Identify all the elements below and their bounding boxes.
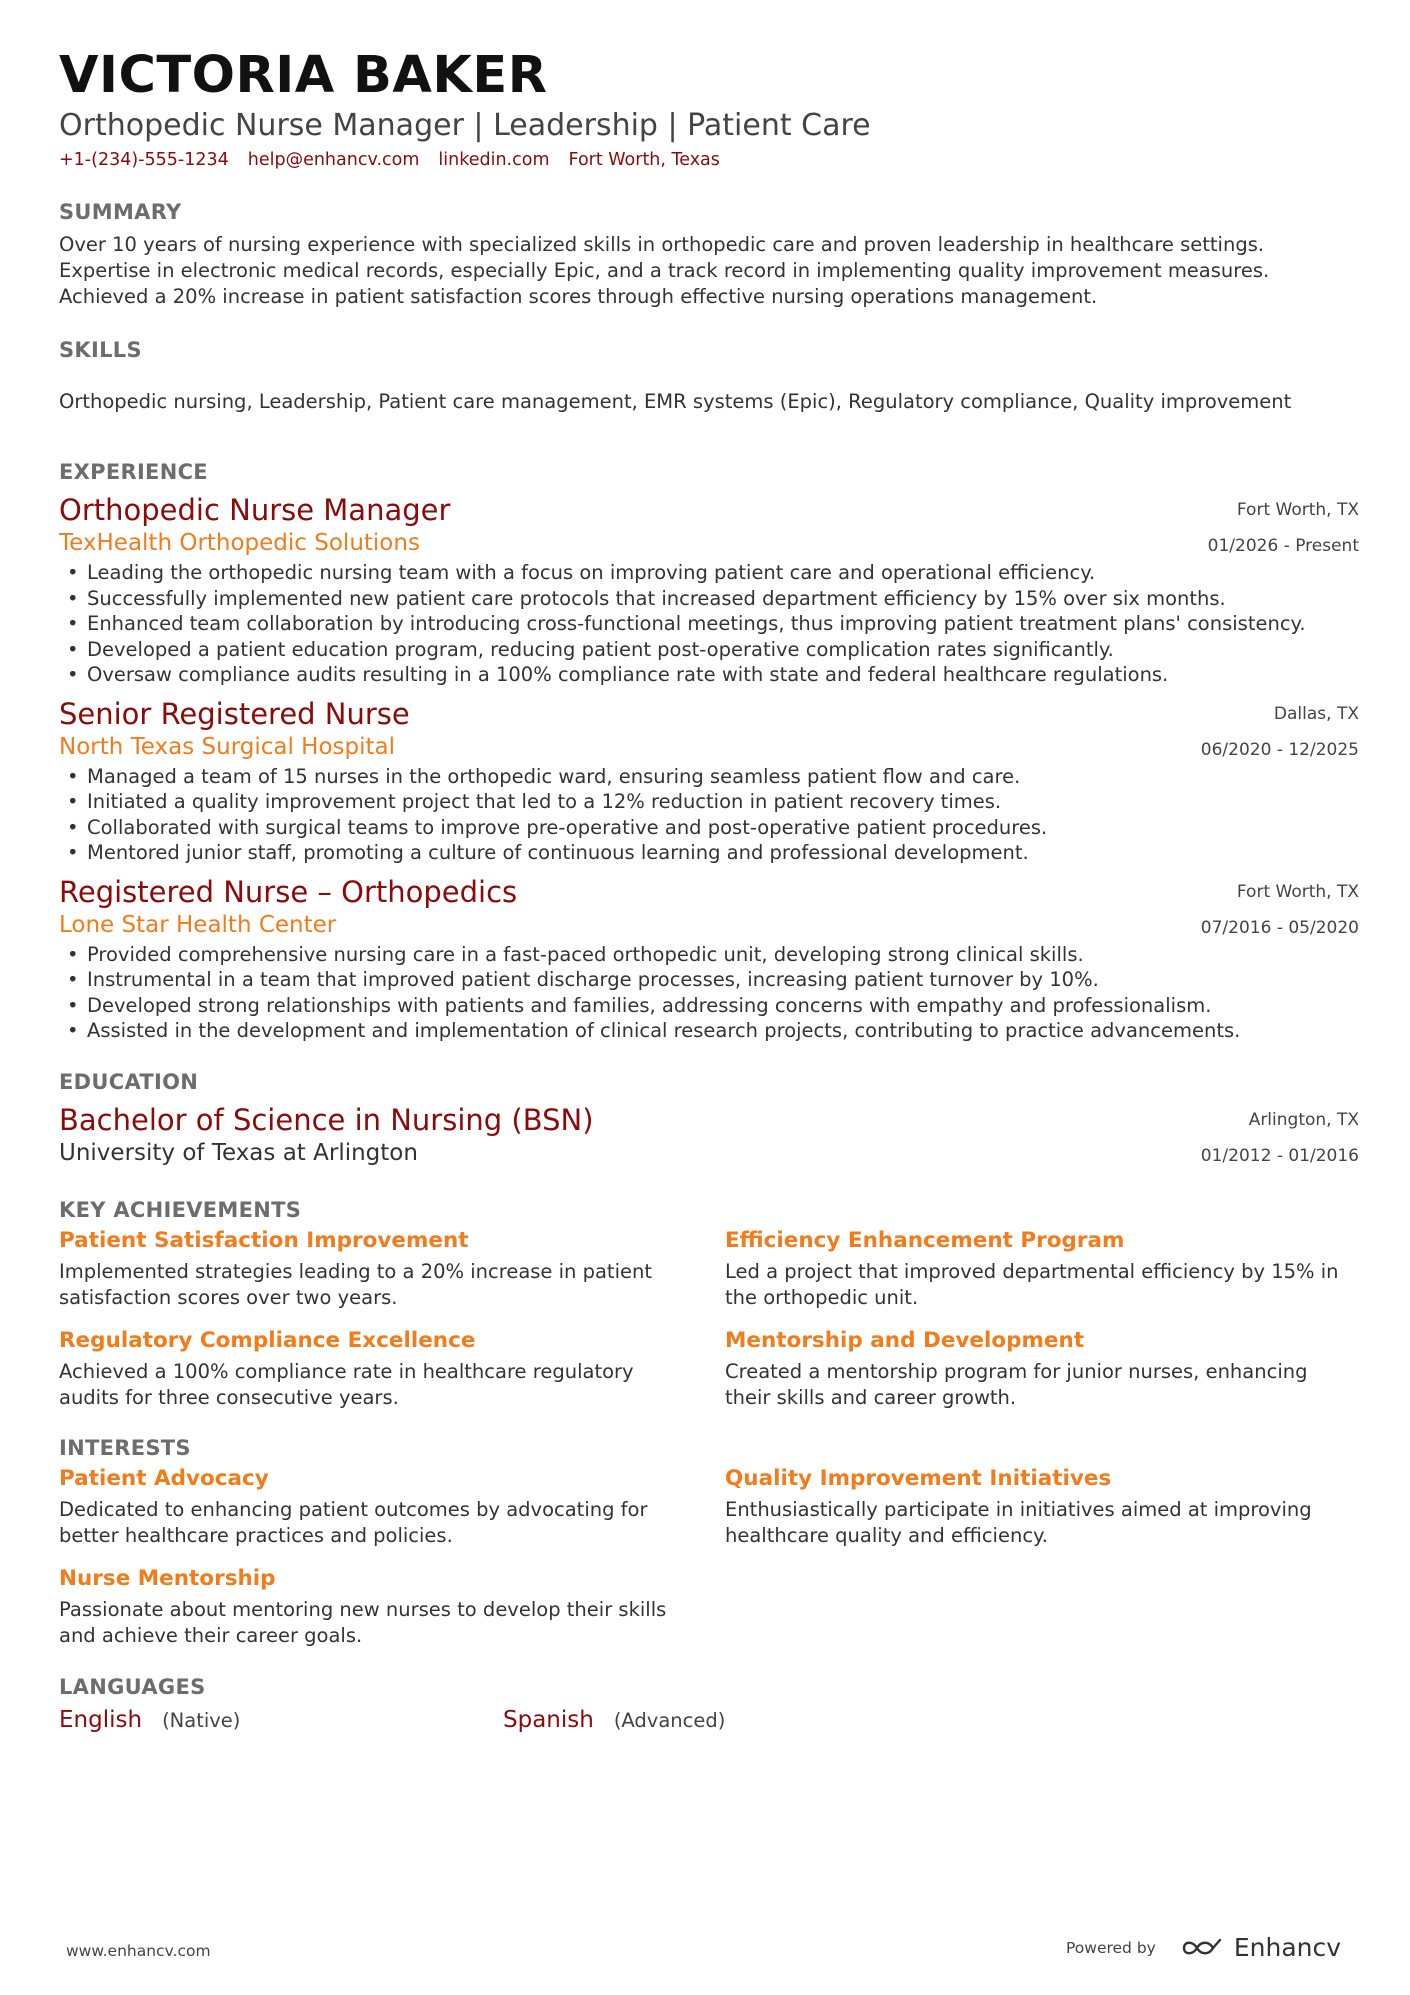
job-title: Senior Registered Nurse <box>59 696 410 731</box>
job-meta <box>1201 874 1359 946</box>
job-meta <box>1208 492 1359 564</box>
education-dates: 01/2012 - 01/2016 <box>1200 1145 1359 1166</box>
language-item <box>503 1707 947 1733</box>
job-company: North Texas Surgical Hospital <box>59 733 396 760</box>
job-location: Dallas, TX <box>1273 703 1359 724</box>
language-name: English <box>59 1706 143 1733</box>
footer-branding[interactable] <box>1066 1933 1341 1962</box>
contact-location: Fort Worth, Texas <box>568 150 720 170</box>
contact-phone[interactable]: +1-(234)-555-1234 <box>59 150 229 170</box>
skills-title: SKILLS <box>59 338 142 362</box>
interests-title: INTERESTS <box>59 1435 191 1460</box>
summary-text: Over 10 years of nursing experience with specialized skills in orthopedic care and proven leadership in healthcare settings. Expertise in electronic medical records, especially Epic, and a track record in implementing quality improvement measures. Achieved a 20% increase in patient satisfaction scores through effective nursing operations management. <box>59 233 1270 308</box>
bullet-item: • Enhanced team collaboration by introducing cross-functional meetings, thus improving patient treatment plans' consistency. <box>59 611 1359 637</box>
job-title: Registered Nurse – Orthopedics <box>59 874 518 909</box>
skills-section <box>59 336 1359 415</box>
bullet-item: • Mentored junior staff, promoting a culture of continuous learning and professional development. <box>59 840 1359 866</box>
bullet-item: • Developed strong relationships with patients and families, addressing concerns with empathy and professionalism. <box>59 993 1359 1019</box>
experience-title: EXPERIENCE <box>59 460 208 484</box>
language-item <box>59 1707 503 1733</box>
job-company: TexHealth Orthopedic Solutions <box>59 530 420 556</box>
school-name: University of Texas at Arlington <box>59 1139 418 1166</box>
achievement-text: Implemented strategies leading to a 20% increase in patient satisfaction scores over two years. <box>59 1259 652 1309</box>
achievement-title: Patient Satisfaction Improvement <box>59 1227 469 1253</box>
job-dates: 06/2020 - 12/2025 <box>1200 739 1359 760</box>
contact-email[interactable]: help@enhancv.com <box>247 150 420 170</box>
job-bullets <box>59 942 1359 1044</box>
job-company: Lone Star Health Center <box>59 911 337 938</box>
interest-item <box>59 1464 725 1549</box>
interest-item <box>59 1564 725 1649</box>
experience-section <box>59 458 1359 1044</box>
job-title: Orthopedic Nurse Manager <box>59 493 451 527</box>
achievement-text: Achieved a 100% compliance rate in healthcare regulatory audits for three consecutive years. <box>59 1359 634 1409</box>
job-meta <box>1201 696 1359 768</box>
achievement-text: Led a project that improved departmental efficiency by 15% in the orthopedic unit. <box>725 1259 1339 1309</box>
job-location: Fort Worth, TX <box>1236 500 1359 520</box>
skills-text: Orthopedic nursing, Leadership, Patient care management, EMR systems (Epic), Regulatory compliance, Quality improvement <box>59 390 1292 413</box>
interest-text: Passionate about mentoring new nurses to develop their skills and achieve their career goals. <box>59 1597 667 1647</box>
brand-logo <box>1180 1933 1341 1962</box>
education-section <box>59 1068 1359 1168</box>
education-meta <box>1201 1102 1359 1174</box>
bullet-item: • Provided comprehensive nursing care in a fast-paced orthopedic unit, developing strong clinical skills. <box>59 942 1359 968</box>
achievements-section <box>59 1196 1359 1426</box>
achievement-item <box>725 1326 1359 1411</box>
interest-text: Enthusiastically participate in initiatives aimed at improving healthcare quality and efficiency. <box>725 1497 1312 1547</box>
job-dates: 07/2016 - 05/2020 <box>1200 917 1359 938</box>
interest-title: Patient Advocacy <box>59 1465 269 1491</box>
language-level: (Advanced) <box>613 1708 726 1732</box>
summary-title: SUMMARY <box>59 200 182 224</box>
resume-header <box>59 46 1359 172</box>
languages-section <box>59 1673 1359 1733</box>
achievements-title: KEY ACHIEVEMENTS <box>59 1197 302 1222</box>
job-entry <box>59 696 1359 866</box>
interest-title: Nurse Mentorship <box>59 1565 276 1591</box>
footer-website[interactable]: www.enhancv.com <box>66 1942 211 1960</box>
job-bullets <box>59 560 1359 688</box>
languages-title: LANGUAGES <box>59 1674 206 1699</box>
language-level: (Native) <box>162 1708 241 1732</box>
education-location: Arlington, TX <box>1248 1109 1359 1130</box>
achievement-item <box>59 1326 725 1411</box>
languages-list <box>59 1707 1359 1733</box>
job-location: Fort Worth, TX <box>1236 881 1359 902</box>
bullet-item: • Successfully implemented new patient care protocols that increased department efficiency by 15% over six months. <box>59 586 1359 612</box>
education-entry <box>59 1102 1359 1168</box>
achievement-text: Created a mentorship program for junior nurses, enhancing their skills and career growth. <box>725 1359 1308 1409</box>
interests-section <box>59 1434 1359 1664</box>
interests-grid <box>59 1464 1359 1664</box>
powered-by-label: Powered by <box>1066 1938 1156 1957</box>
language-name: Spanish <box>503 1706 594 1733</box>
job-bullets <box>59 764 1359 866</box>
contact-line <box>59 148 1359 172</box>
contact-linkedin[interactable]: linkedin.com <box>438 150 550 170</box>
achievement-item <box>59 1226 725 1311</box>
degree-title: Bachelor of Science in Nursing (BSN) <box>59 1102 594 1137</box>
job-entry <box>59 492 1359 688</box>
brand-name: Enhancv <box>1233 1933 1342 1962</box>
achievement-title: Regulatory Compliance Excellence <box>59 1327 476 1353</box>
bullet-item: • Oversaw compliance audits resulting in a 100% compliance rate with state and federal healthcare regulations. <box>59 662 1359 688</box>
bullet-item: • Leading the orthopedic nursing team with a focus on improving patient care and operational efficiency. <box>59 560 1359 586</box>
interest-text: Dedicated to enhancing patient outcomes by advocating for better healthcare practices and policies. <box>59 1497 648 1547</box>
education-title: EDUCATION <box>59 1069 199 1094</box>
bullet-item: • Managed a team of 15 nurses in the orthopedic ward, ensuring seamless patient flow and care. <box>59 764 1359 790</box>
interest-title: Quality Improvement Initiatives <box>725 1465 1112 1491</box>
summary-section <box>59 198 1359 310</box>
achievement-title: Efficiency Enhancement Program <box>725 1227 1125 1253</box>
resume-page <box>59 46 1359 1733</box>
bullet-item: • Collaborated with surgical teams to improve pre-operative and post-operative patient procedures. <box>59 815 1359 841</box>
bullet-item: • Assisted in the development and implementation of clinical research projects, contributing to practice advancements. <box>59 1018 1359 1044</box>
achievements-grid <box>59 1226 1359 1426</box>
achievement-title: Mentorship and Development <box>725 1327 1085 1353</box>
candidate-headline: Orthopedic Nurse Manager | Leadership | Patient Care <box>59 108 871 143</box>
achievement-item <box>725 1226 1359 1311</box>
candidate-name: VICTORIA BAKER <box>59 46 548 105</box>
job-dates: 01/2026 - Present <box>1207 536 1359 556</box>
enhancv-logo-icon <box>1180 1936 1226 1960</box>
bullet-item: • Initiated a quality improvement project that led to a 12% reduction in patient recovery times. <box>59 789 1359 815</box>
interest-item <box>725 1464 1359 1549</box>
bullet-item: • Developed a patient education program, reducing patient post-operative complication rates significantly. <box>59 637 1359 663</box>
bullet-item: • Instrumental in a team that improved patient discharge processes, increasing patient turnover by 10%. <box>59 967 1359 993</box>
job-entry <box>59 874 1359 1044</box>
